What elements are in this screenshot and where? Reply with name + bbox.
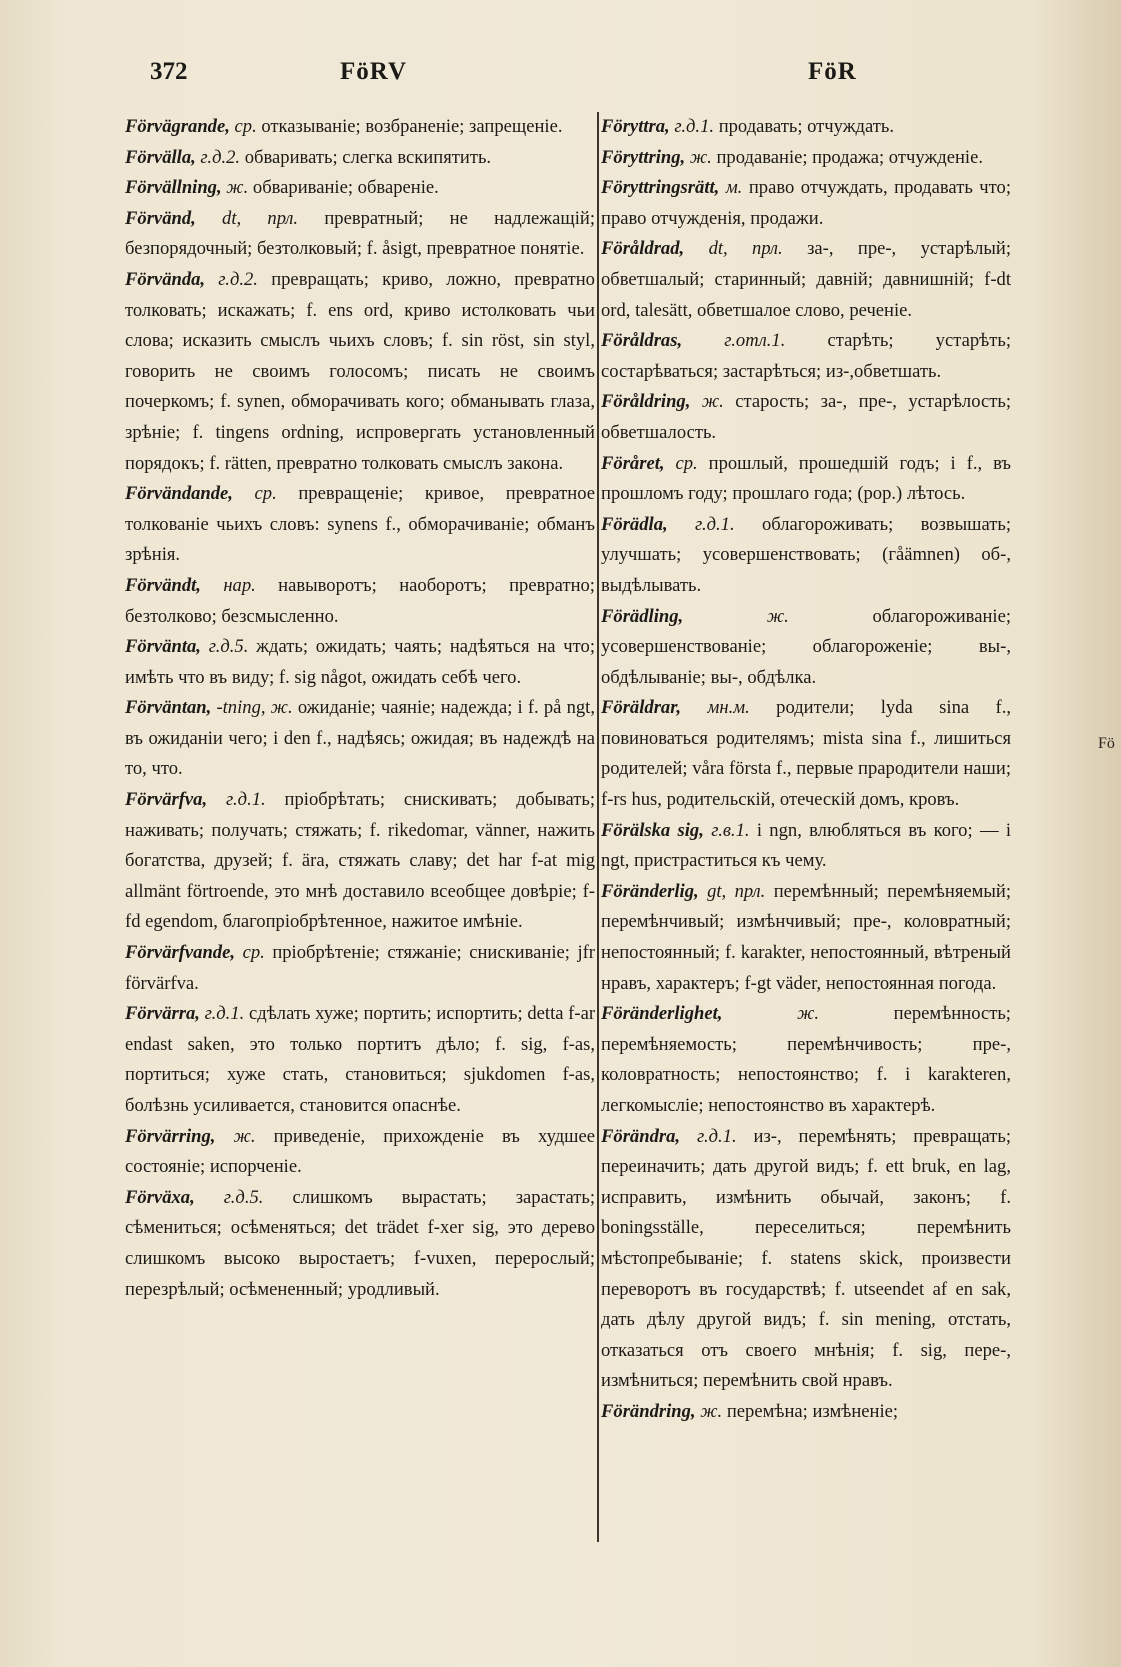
entry-definition: перемѣнный; перемѣняемый; перемѣнчивый; измѣнчивый; пре-, коловратный; непостоянный; f. karakter, непостоянный, вѣтреный нравъ, характеръ; f-gt väder, непостоянная погода. — [601, 880, 1011, 994]
dictionary-entry — [601, 173, 1011, 234]
dictionary-entry — [601, 143, 1011, 174]
entry-grammar: ср. — [242, 942, 265, 964]
entry-headword: Förädla, — [601, 513, 668, 535]
entry-definition: облагороживать; возвышать; улучшать; усовершенствовать; (гåämnen) об-, выдѣлывать. — [601, 513, 1011, 596]
dictionary-entry — [601, 602, 1011, 694]
right-guide-word: FöR — [808, 58, 857, 85]
dictionary-entry — [125, 693, 595, 785]
entry-grammar: г.д.5. — [223, 1186, 264, 1208]
entry-grammar: г.д.1. — [674, 116, 715, 137]
entry-headword: Föränderlig, — [601, 880, 699, 902]
dictionary-entry — [125, 571, 595, 632]
entry-grammar: -tning, ж. — [216, 697, 293, 719]
entry-headword: Föryttringsrätt, — [601, 177, 720, 199]
entry-headword: Förväntan, — [125, 697, 212, 719]
running-header — [150, 58, 1000, 98]
entry-grammar: gt, прл. — [707, 880, 766, 902]
dictionary-entry — [601, 693, 1011, 815]
entry-grammar: ж. — [766, 605, 789, 627]
dictionary-entry — [601, 999, 1011, 1121]
entry-definition: приведеніе, прихожденіе въ худшее состояніе; испорченіе. — [125, 1125, 595, 1178]
entry-definition: пріобрѣтать; снискивать; добывать; наживать; получать; стяжать; f. rikedomar, vänner, нажить богатства, друзей; f. ära, стяжать славу; det har f-at mig allmänt förtroende, это мнѣ доставило всеобщее довѣріе; f-fd egendom, благопріобрѣтенное, нажитое имѣніе. — [125, 789, 595, 933]
entry-definition: продавать; отчуждать. — [718, 116, 895, 137]
dictionary-entry — [125, 265, 595, 479]
dictionary-entry — [601, 112, 1011, 143]
entry-definition: сдѣлать хуже; портить; испортить; detta f-ar endast saken, это только портитъ дѣло; f. sig, f-as, портиться; хуже стать, становиться; sjukdomen f-as, болѣзнь усиливается, становится опаснѣе. — [125, 1003, 595, 1116]
entry-headword: Föränderlighet, — [601, 1003, 723, 1025]
entry-grammar: dt, прл. — [708, 238, 783, 260]
dictionary-entry — [601, 1122, 1011, 1397]
dictionary-entry — [125, 632, 595, 693]
entry-headword: Föryttra, — [601, 116, 670, 137]
dictionary-entry — [125, 1122, 595, 1183]
entry-headword: Förväxa, — [125, 1186, 195, 1208]
entry-headword: Föråret, — [601, 452, 665, 474]
dictionary-entry — [125, 143, 595, 174]
entry-definition: родители; lyda sina f., повиноваться родителямъ; mista sina f., лишиться родителей; våra första f., первые прародители наши; f-rs hus, родительскій, отеческій домъ, кровъ. — [601, 697, 1011, 811]
dictionary-entry — [601, 387, 1011, 448]
entry-headword: Förändra, — [601, 1125, 681, 1147]
entry-grammar: г.д.1. — [204, 1003, 245, 1025]
entry-definition: i ngn, влюбляться въ кого; — i ngt, пристраститься къ чему. — [601, 819, 1011, 872]
entry-grammar: ж. — [797, 1003, 820, 1025]
page-number: 372 — [150, 58, 188, 85]
margin-mark: Fö — [1098, 735, 1115, 752]
column-divider — [597, 112, 599, 1542]
entry-definition: обваривать; слегка вскипятить. — [244, 146, 492, 168]
entry-definition: старость; за-, пре-, устарѣлость; обветшалость. — [601, 391, 1011, 443]
left-column — [125, 112, 595, 1542]
entry-grammar: ж. — [689, 146, 712, 168]
entry-headword: Förvälla, — [125, 146, 196, 168]
dictionary-entry — [601, 877, 1011, 999]
entry-headword: Förvärfvande, — [125, 942, 236, 964]
entry-definition: навыворотъ; наоборотъ; превратно; безтолково; безсмысленно. — [125, 574, 595, 627]
entry-definition: слишкомъ вырастать; зарастать; сѣмениться; осѣменяться; det trädet f-xer sig, это дерево слишкомъ высоко выростаетъ; f-vuxen, перерослый; перезрѣлый; осѣмененный; уродливый. — [125, 1186, 595, 1300]
entry-headword: Förvändande, — [125, 483, 233, 505]
left-guide-word: FöRV — [340, 58, 408, 85]
entry-grammar: г.д.1. — [694, 513, 735, 535]
entry-grammar: м. — [725, 177, 743, 199]
entry-definition: за-, пре-, устарѣлый; обветшалый; старинный; давній; давнишній; f-dt ord, talesätt, обветшалое слово, реченіе. — [601, 238, 1011, 321]
entry-headword: Förvändt, — [125, 574, 201, 596]
entry-grammar: г.д.1. — [696, 1125, 737, 1147]
entry-definition: превратный; не надлежащій; безпорядочный; безтолковый; f. åsigt, превратное понятіе. — [125, 207, 595, 260]
entry-definition: пріобрѣтеніе; стяжаніе; снискиваніе; jfr förvärfva. — [125, 942, 595, 994]
entry-grammar: ср. — [254, 483, 277, 505]
dictionary-entry — [125, 938, 595, 999]
dictionary-entry — [601, 510, 1011, 602]
entry-definition: старѣть; устарѣть; состарѣваться; застарѣться; из-,обветшать. — [601, 330, 1011, 382]
entry-headword: Föråldring, — [601, 391, 691, 413]
dictionary-entry — [601, 234, 1011, 326]
entry-headword: Föryttring, — [601, 146, 686, 168]
entry-definition: перемѣна; измѣненіе; — [726, 1400, 899, 1422]
entry-grammar: dt, прл. — [222, 207, 299, 229]
entry-headword: Förvända, — [125, 268, 206, 290]
entry-grammar: г.д.5. — [208, 636, 249, 658]
entry-definition: перемѣнность; перемѣняемость; перемѣнчивость; пре-, коловратность; непостоянство; f. i karakteren, легкомысліе; непостоянство въ характерѣ. — [601, 1003, 1011, 1116]
entry-headword: Förvärra, — [125, 1003, 200, 1025]
entry-grammar: мн.м. — [707, 697, 750, 719]
entry-definition: прошлый, прошедшій годъ; i f., въ прошломъ году; прошлаго года; (рор.) лѣтось. — [601, 452, 1011, 505]
entry-definition: обвариваніе; обвареніе. — [252, 177, 439, 199]
entry-grammar: ср. — [675, 452, 698, 474]
dictionary-entry — [125, 1183, 595, 1305]
entry-grammar: г.отл.1. — [724, 330, 786, 352]
entry-definition: ожиданіе; чаяніе; надежда; i f. på ngt, въ ожиданіи чего; i den f., надѣясь; ожидая; въ надеждѣ на то, что. — [125, 697, 595, 780]
entry-headword: Föräldrar, — [601, 697, 682, 719]
right-column — [601, 112, 1011, 1542]
entry-grammar: г.в.1. — [711, 819, 750, 841]
entry-definition: отказываніе; возбраненіе; запрещеніе. — [261, 116, 563, 137]
entry-headword: Förälska sig, — [601, 819, 704, 841]
dictionary-entry — [601, 816, 1011, 877]
entry-grammar: ж. — [701, 391, 724, 413]
entry-headword: Förädling, — [601, 605, 684, 627]
entry-definition: из-, перемѣнять; превращать; переиначить; дать другой видъ; f. ett bruk, en lag, исправить, измѣнить обычай, законъ; f. boningsställe, переселиться; перемѣнить мѣстопребываніе; f. statens skick, произвести переворотъ въ государствѣ; f. utseendet af en sak, дать дѣлу другой видъ; f. sin mening, отстать, отказаться отъ своего мнѣнія; f. sig, пере-, измѣниться; перемѣнить свой нравъ. — [601, 1125, 1011, 1392]
entry-definition: превращеніе; кривое, превратное толкованіе чьихъ словъ: synens f., обморачиваніе; обманъ зрѣнія. — [125, 483, 595, 566]
entry-definition: превращать; криво, ложно, превратно толковать; искажать; f. ens ord, криво истолковать чьи слова; исказить смыслъ чьихъ словъ; f. sin röst, sin styl, говорить не своимъ голосомъ; писать не своимъ почеркомъ; f. synen, обморачивать кого; обманывать глаза, зрѣніе; f. tingens ordning, испровергать установленный порядокъ; f. rätten, превратно толковать смыслъ закона. — [125, 268, 595, 474]
dictionary-entry — [125, 479, 595, 571]
entry-headword: Förvänta, — [125, 636, 201, 658]
entry-definition: продаваніе; продажа; отчужденіе. — [716, 146, 983, 168]
dictionary-entry — [125, 785, 595, 938]
dictionary-entry — [601, 1397, 1011, 1428]
entry-grammar: г.д.1. — [226, 789, 266, 811]
entry-definition: право отчуждать, продавать что; право отчужденія, продажи. — [601, 177, 1011, 229]
entry-grammar: ж. — [700, 1400, 723, 1422]
entry-definition: ждать; ожидать; чаять; надѣяться на что; имѣть что въ виду; f. sig något, ожидать себѣ чего. — [125, 636, 595, 688]
dictionary-entry — [125, 999, 595, 1121]
entry-headword: Föråldras, — [601, 330, 683, 352]
dictionary-entry — [125, 173, 595, 204]
entry-grammar: г.д.2. — [218, 268, 258, 290]
entry-headword: Föråldrad, — [601, 238, 685, 260]
dictionary-entry — [601, 326, 1011, 387]
entry-headword: Förändring, — [601, 1400, 696, 1422]
entry-definition: облагороживаніе; усовершенствованіе; облагороженіе; вы-, обдѣлываніе; вы-, обдѣлка. — [601, 605, 1011, 688]
entry-grammar: нар. — [223, 574, 256, 596]
entry-grammar: г.д.2. — [200, 146, 241, 168]
entry-grammar: ж. — [226, 177, 249, 199]
entry-headword: Förvänd, — [125, 207, 196, 229]
dictionary-entry — [601, 449, 1011, 510]
entry-headword: Förvärring, — [125, 1125, 216, 1147]
entry-headword: Förvärfva, — [125, 789, 208, 811]
entry-headword: Förvällning, — [125, 177, 222, 199]
entry-headword: Förvägrande, — [125, 116, 230, 137]
dictionary-entry — [125, 204, 595, 265]
dictionary-entry — [125, 112, 595, 143]
entry-grammar: ср. — [234, 116, 257, 137]
entry-grammar: ж. — [233, 1125, 256, 1147]
